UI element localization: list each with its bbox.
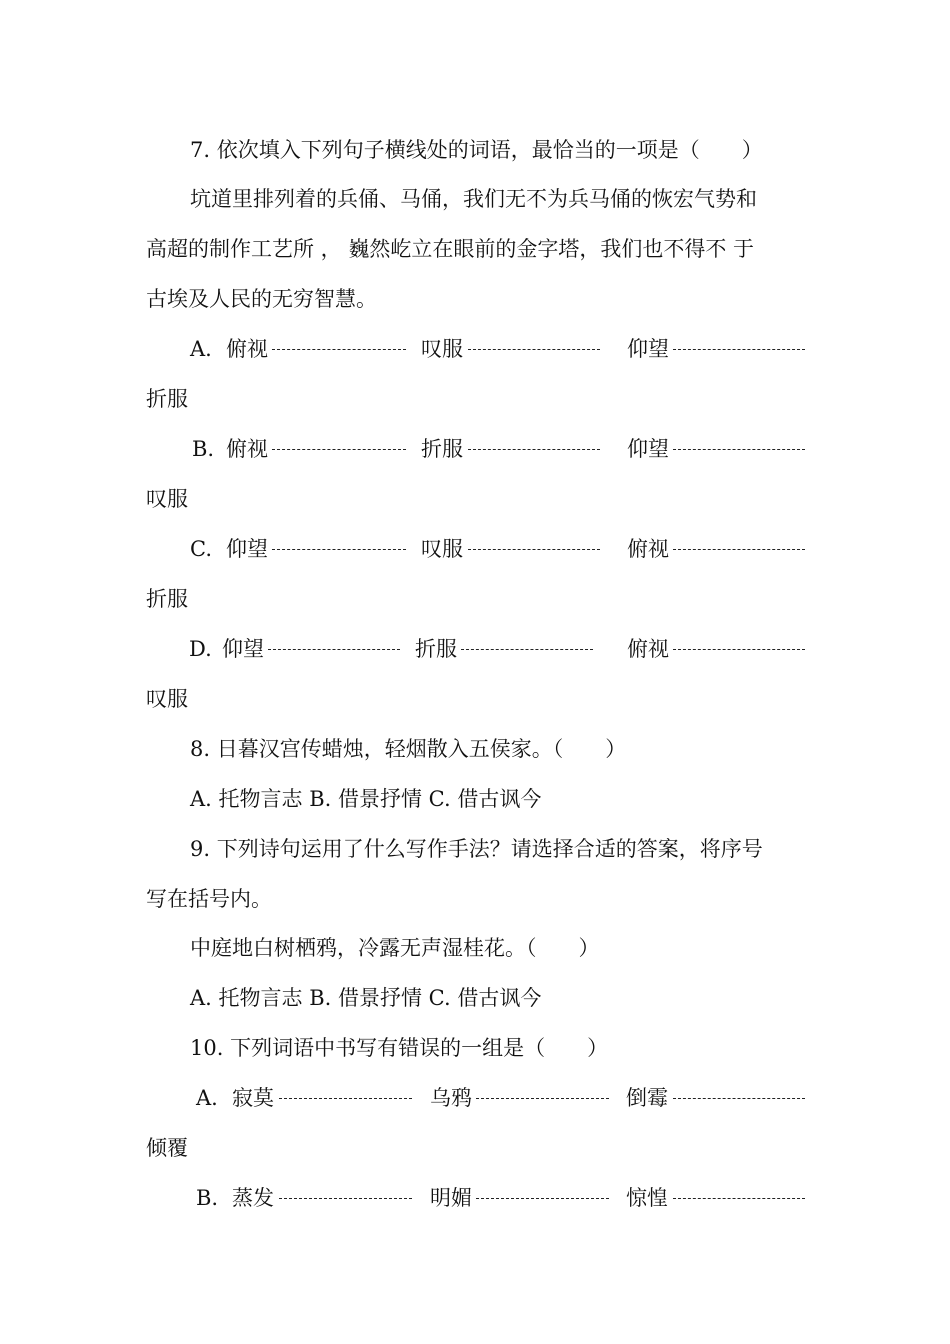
q7-option-d xyxy=(0,639,950,669)
q8-choices: A. 托物言志 B. 借景抒情 C. 借古讽今 xyxy=(190,787,542,811)
option-word: 明媚 xyxy=(430,1186,472,1210)
dashed-separator xyxy=(673,549,805,550)
option-letter: D. xyxy=(189,637,212,661)
option-word: 蒸发 xyxy=(232,1186,274,1210)
option-word: 仰望 xyxy=(226,537,268,561)
option-word: 倒霉 xyxy=(626,1086,668,1110)
q10-option-b xyxy=(0,1188,950,1218)
q7-passage-line-2: 高超的制作工艺所 ， 巍然屹立在眼前的金字塔，我们也不得不 于 xyxy=(146,237,755,261)
q7-passage-line-1: 坑道里排列着的兵俑、马俑，我们无不为兵马俑的恢宏气势和 xyxy=(190,187,757,211)
dashed-separator xyxy=(272,449,406,450)
option-letter: A. xyxy=(190,337,212,361)
q7-option-c-last-word: 折服 xyxy=(146,587,188,611)
option-letter: C. xyxy=(190,537,212,561)
dashed-separator xyxy=(461,649,593,650)
option-word: 叹服 xyxy=(421,337,463,361)
option-word: 折服 xyxy=(415,637,457,661)
q7-option-c xyxy=(0,539,950,569)
dashed-separator xyxy=(476,1198,609,1199)
dashed-separator xyxy=(673,1198,805,1199)
option-word: 叹服 xyxy=(421,537,463,561)
option-word: 俯视 xyxy=(226,437,268,461)
q9-poem: 中庭地白树栖鸦，冷露无声湿桂花。（ ） xyxy=(190,936,600,960)
option-word: 乌鸦 xyxy=(430,1086,472,1110)
option-word: 俯视 xyxy=(627,637,669,661)
dashed-separator xyxy=(272,349,406,350)
q10-option-a-last-word: 倾覆 xyxy=(146,1136,188,1160)
option-word: 折服 xyxy=(421,437,463,461)
option-word: 仰望 xyxy=(222,637,264,661)
option-word: 俯视 xyxy=(627,537,669,561)
dashed-separator xyxy=(279,1098,412,1099)
option-letter: B. xyxy=(192,437,215,461)
dashed-separator xyxy=(673,449,805,450)
dashed-separator xyxy=(468,449,600,450)
dashed-separator xyxy=(673,349,805,350)
q9-stem-line-2: 写在括号内。 xyxy=(146,887,272,911)
q7-option-a xyxy=(0,339,950,369)
q7-option-b xyxy=(0,439,950,469)
option-letter: B. xyxy=(196,1186,219,1210)
q9-choices: A. 托物言志 B. 借景抒情 C. 借古讽今 xyxy=(190,986,542,1010)
q10-option-a xyxy=(0,1088,950,1118)
dashed-separator xyxy=(673,1098,805,1099)
q7-option-d-last-word: 叹服 xyxy=(146,687,188,711)
q8-stem: 8. 日暮汉宫传蜡烛，轻烟散入五侯家。（ ） xyxy=(190,737,627,761)
option-word: 惊惶 xyxy=(626,1186,668,1210)
dashed-separator xyxy=(468,549,600,550)
q7-stem: 7. 依次填入下列句子横线处的词语，最恰当的一项是（ ） xyxy=(190,138,763,162)
q7-option-a-last-word: 折服 xyxy=(146,387,188,411)
q9-stem-line-1: 9. 下列诗句运用了什么写作手法？请选择合适的答案，将序号 xyxy=(190,837,763,861)
option-word: 寂莫 xyxy=(232,1086,274,1110)
option-word: 仰望 xyxy=(627,337,669,361)
q7-passage-line-3: 古埃及人民的无穷智慧。 xyxy=(146,287,377,311)
dashed-separator xyxy=(279,1198,412,1199)
q10-stem: 10. 下列词语中书写有错误的一组是（ ） xyxy=(190,1036,609,1060)
option-word: 仰望 xyxy=(627,437,669,461)
dashed-separator xyxy=(476,1098,609,1099)
q7-option-b-last-word: 叹服 xyxy=(146,487,188,511)
option-letter: A. xyxy=(196,1086,218,1110)
dashed-separator xyxy=(468,349,600,350)
dashed-separator xyxy=(272,549,406,550)
dashed-separator xyxy=(268,649,400,650)
dashed-separator xyxy=(673,649,805,650)
option-word: 俯视 xyxy=(226,337,268,361)
